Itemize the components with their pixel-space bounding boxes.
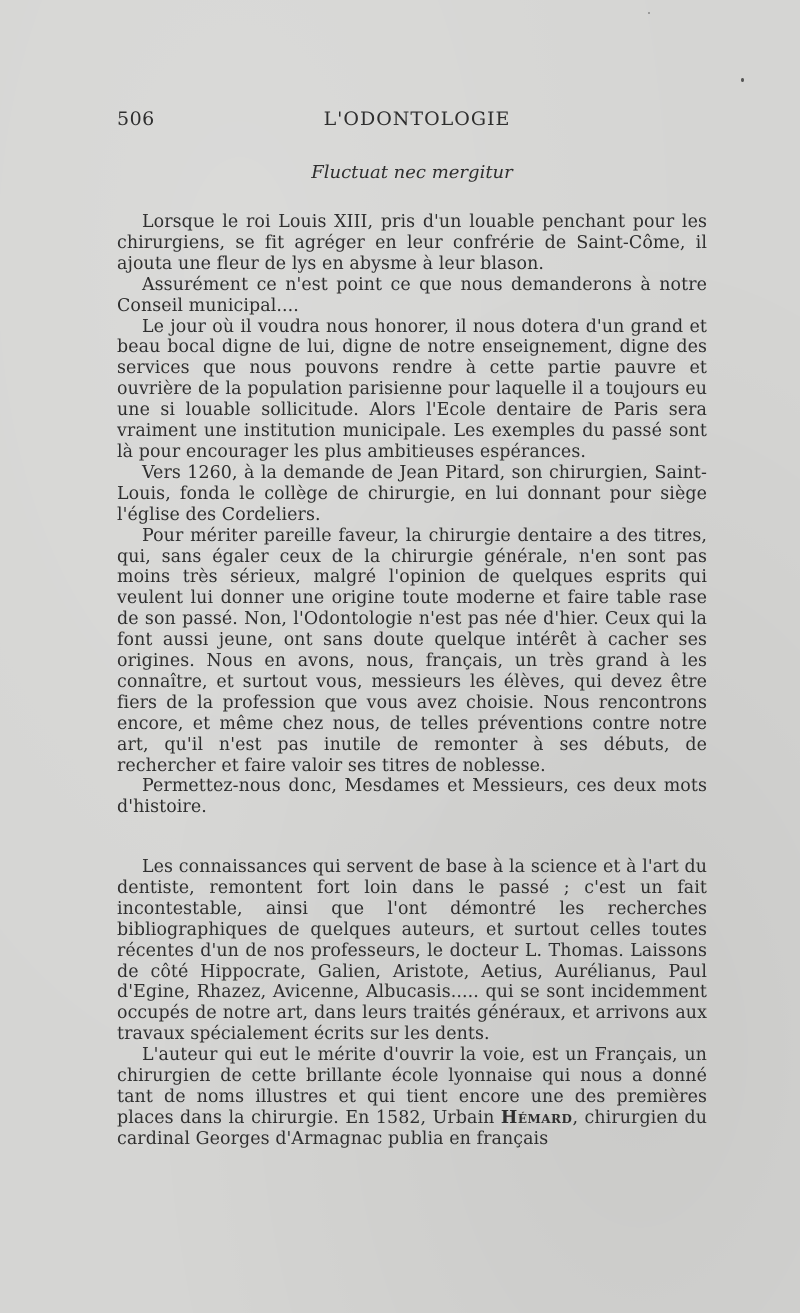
paragraph-text: L'auteur qui eut le mérite d'ouvrir la voie, est un Français, un chirurgien de cette brillante école lyonnaise qui nous a donné tant de noms illustres et qui tient encore une des premières places dans la chirurgie. En 1582, Urbain — [117, 1045, 707, 1128]
paper-speck — [741, 78, 744, 82]
section-1-text — [117, 212, 707, 818]
paragraph: Les connaissances qui servent de base à la science et à l'art du dentiste, remontent fort loin dans le passé ; c'est un fait incontestable, ainsi que l'ont démontré les recherches bibliographiques de quelques auteurs, et surtout celles toutes récentes d'un de nos professeurs, le docteur L. Thomas. Laissons de côté Hippocrate, Galien, Aristote, Aetius, Aurélianus, Paul d'Egine, Rhazez, Avicenne, Albucasis..... qui se sont incidemment occupés de notre art, dans leurs traités généraux, et arrivons aux travaux spécialement écrits sur les dents. — [117, 857, 707, 1045]
motto: Fluctuat nec mergitur — [311, 162, 513, 183]
paper-speck — [648, 12, 650, 14]
author-name: Hémard — [500, 1107, 573, 1128]
paragraph-hemard — [117, 1045, 707, 1150]
paragraph: Assurément ce n'est point ce que nous demanderons à notre Conseil municipal.... — [117, 274, 707, 316]
page-number: 506 — [117, 108, 155, 130]
paragraph: Lorsque le roi Louis XIII, pris d'un louable penchant pour les chirurgiens, se fit agréger en leur confrérie de Saint-Côme, il ajouta une fleur de lys en abysme à leur blason. — [117, 212, 707, 274]
paragraph: Le jour où il voudra nous honorer, il nous dotera d'un grand et beau bocal digne de lui, digne de notre enseignement, digne des services que nous pouvons rendre à cette partie pauvre et ouvrière de la population parisienne pour laquelle il a toujours eu une si louable sollicitude. Alors l'Ecole dentaire de Paris sera vraiment une institution municipale. Les exemples du passé sont là pour encourager les plus ambitieuses espérances. — [117, 316, 707, 462]
section-2-text — [117, 857, 707, 1150]
paragraph-text: , chirurgien du cardinal Georges d'Armagnac publia en français — [117, 1107, 707, 1149]
paragraph: Permettez-nous donc, Mesdames et Messieurs, ces deux mots d'histoire. — [117, 776, 707, 818]
running-head — [117, 108, 707, 136]
paragraph: Pour mériter pareille faveur, la chirurgie dentaire a des titres, qui, sans égaler ceux de la chirurgie générale, n'en sont pas moins très sérieux, malgré l'opinion de quelques esprits qui veulent lui donner une origine toute moderne et faire table rase de son passé. Non, l'Odontologie n'est pas née d'hier. Ceux qui la font aussi jeune, ont sans doute quelque intérêt à cacher ses origines. Nous en avons, nous, français, un très grand à les connaître, et surtout vous, messieurs les élèves, qui devez être fiers de la profession que vous avez choisie. Nous rencontrons encore, et même chez nous, de telles préventions contre notre art, qu'il n'est pas inutile de remonter à ses débuts, de rechercher et faire valoir ses titres de noblesse. — [117, 525, 707, 776]
running-title: L'ODONTOLOGIE — [323, 108, 511, 130]
paragraph: Vers 1260, à la demande de Jean Pitard, son chirurgien, Saint-Louis, fonda le collège de chirurgie, en lui donnant pour siège l'église des Cordeliers. — [117, 462, 707, 525]
